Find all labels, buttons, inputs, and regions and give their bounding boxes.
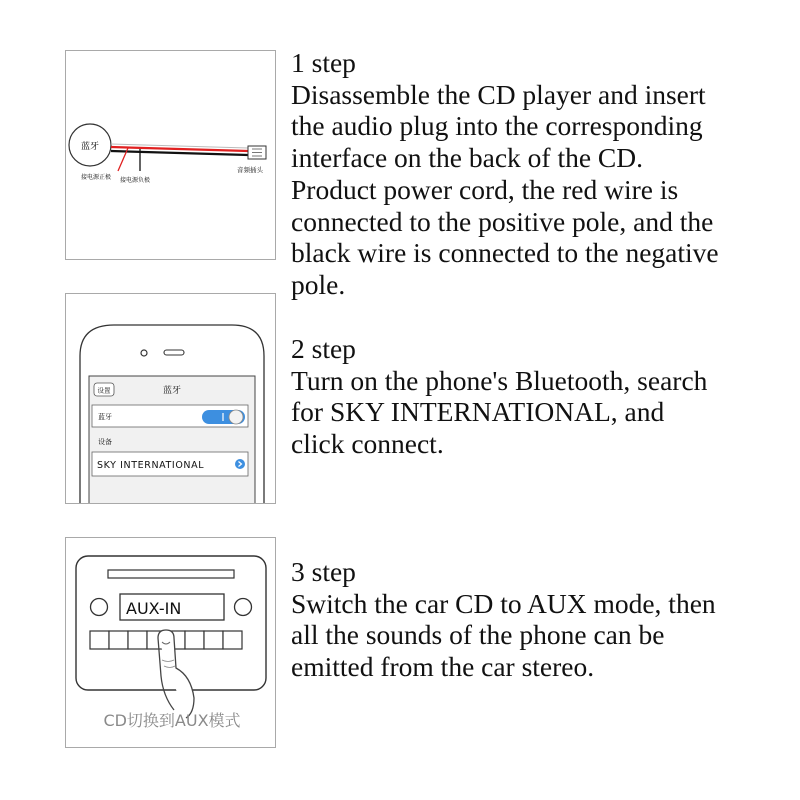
step2-line: click connect. xyxy=(291,428,444,460)
cd-slot xyxy=(108,570,234,578)
step2-heading: 2 step xyxy=(291,333,356,364)
negative-label: 接电源负极 xyxy=(120,177,151,184)
screen-title: 蓝牙 xyxy=(162,386,182,396)
left-knob-icon xyxy=(91,599,108,616)
devices-label: 设备 xyxy=(98,438,112,446)
plug-label: 音频插头 xyxy=(237,166,263,174)
step1-heading: 1 step xyxy=(291,47,356,78)
step3-figure xyxy=(65,537,276,748)
phone-illustration xyxy=(66,294,276,504)
step2-line: for SKY INTERNATIONAL, and xyxy=(291,396,665,428)
step2-figure xyxy=(65,293,276,504)
info-arrow-icon xyxy=(235,459,245,469)
step1-line: black wire is connected to the negative xyxy=(291,237,719,269)
step3-line: all the sounds of the phone can be xyxy=(291,619,665,651)
step2-text xyxy=(291,333,796,460)
positive-label: 接电源正极 xyxy=(81,174,112,181)
device-name: SKY INTERNATIONAL xyxy=(97,460,205,471)
step2-line: Turn on the phone's Bluetooth, search xyxy=(291,364,708,396)
step3-line: Switch the car CD to AUX mode, then xyxy=(291,587,716,619)
module-label: 蓝牙 xyxy=(80,142,100,152)
camera-icon xyxy=(141,350,147,356)
step1-line: Disassemble the CD player and insert xyxy=(291,78,706,110)
step3-heading: 3 step xyxy=(291,556,356,587)
step3-line: emitted from the car stereo. xyxy=(291,651,595,683)
step1-figure xyxy=(65,50,276,260)
step1-line: the audio plug into the corresponding xyxy=(291,110,703,142)
step1-text xyxy=(291,47,796,301)
car-stereo-illustration xyxy=(66,538,276,748)
step1-line: connected to the positive pole, and the xyxy=(291,205,714,237)
bluetooth-row-label: 蓝牙 xyxy=(98,413,112,421)
mode-caption: CD切换到AUX模式 xyxy=(103,711,241,730)
black-wire xyxy=(111,151,248,155)
wiring-diagram xyxy=(66,51,276,260)
display-text: AUX-IN xyxy=(126,599,182,618)
svg-text:设置: 设置 xyxy=(97,386,111,395)
speaker-icon xyxy=(164,350,184,355)
step1-line: Product power cord, the red wire is xyxy=(291,173,679,205)
step1-line: interface on the back of the CD. xyxy=(291,142,644,174)
step1-line: pole. xyxy=(291,268,346,300)
step3-text xyxy=(291,556,796,683)
right-knob-icon xyxy=(235,599,252,616)
